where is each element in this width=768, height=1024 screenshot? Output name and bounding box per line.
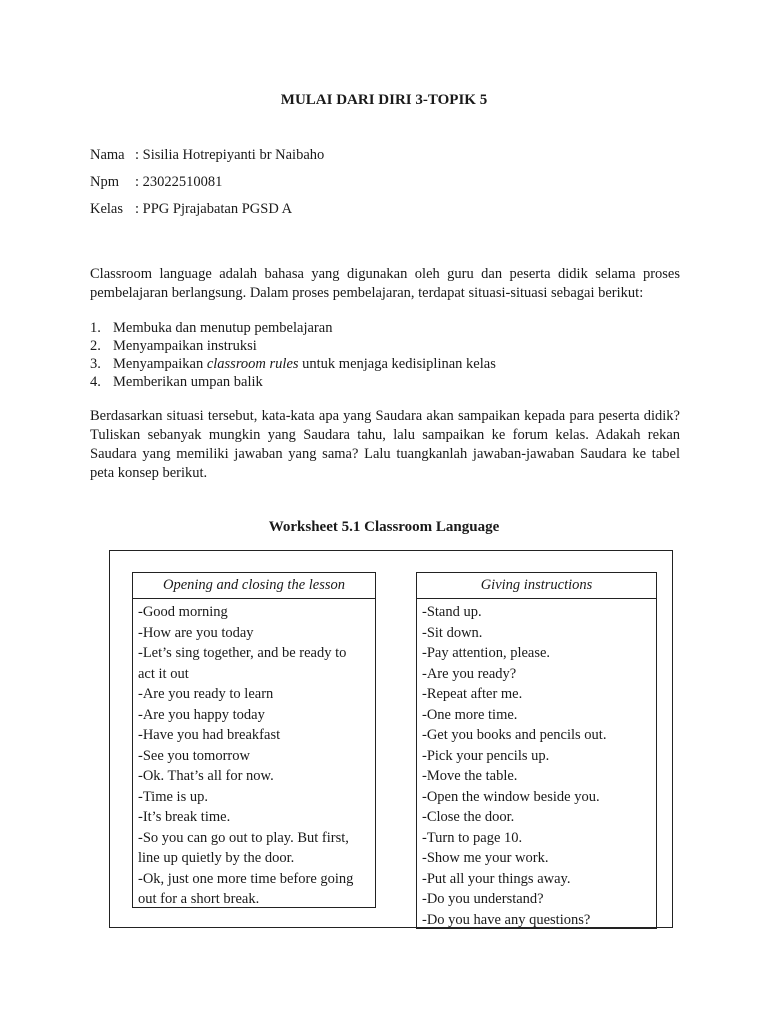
- list-item: -Pay attention, please.: [422, 645, 551, 661]
- list-item: -Have you had breakfast: [138, 727, 281, 743]
- situation-list: [90, 319, 496, 391]
- list-number: 3.: [90, 356, 101, 372]
- info-value: : Sisilia Hotrepiyanti br Naibaho: [135, 147, 325, 163]
- list-item: -Open the window beside you.: [422, 788, 600, 805]
- list-text: Menyampaikan instruksi: [113, 338, 257, 354]
- list-item: -Repeat after me.: [422, 686, 523, 702]
- giving-instructions-box: [416, 572, 657, 929]
- list-item: -Time is up.: [138, 788, 208, 805]
- list-item: -See you tomorrow: [138, 747, 250, 764]
- list-number: 1.: [90, 320, 101, 336]
- info-value: : PPG Pjrajabatan PGSD A: [135, 201, 293, 217]
- list-item: -Stand up.: [422, 604, 482, 620]
- list-item: -Pick your pencils up.: [422, 747, 550, 764]
- list-item: [90, 355, 496, 373]
- list-item: -Move the table.: [422, 768, 518, 784]
- document-title: MULAI DARI DIRI 3-TOPIK 5: [280, 92, 488, 108]
- info-row-nama: [90, 146, 324, 173]
- opening-closing-box: [132, 572, 376, 908]
- student-info: [90, 146, 324, 227]
- list-item: out for a short break.: [138, 891, 260, 907]
- info-row-kelas: [90, 200, 324, 227]
- list-item: -Close the door.: [422, 809, 515, 825]
- list-item: -Put all your things away.: [422, 870, 571, 887]
- info-row-npm: [90, 173, 324, 200]
- list-item: [90, 373, 496, 391]
- list-item: -Sit down.: [422, 624, 483, 641]
- list-item: -Ok, just one more time before going: [138, 870, 354, 887]
- list-text: Menyampaikan classroom rules untuk menjaga kedisiplinan kelas: [113, 356, 496, 372]
- list-item: -Are you ready?: [422, 665, 517, 682]
- list-item: -Ok. That’s all for now.: [138, 768, 274, 784]
- list-item: -Do you have any questions?: [422, 911, 591, 928]
- info-label: Kelas: [90, 201, 124, 217]
- list-item: line up quietly by the door.: [138, 850, 295, 866]
- list-item: -Are you happy today: [138, 706, 265, 723]
- list-item: -How are you today: [138, 624, 254, 641]
- worksheet-title: Worksheet 5.1 Classroom Language: [268, 519, 500, 535]
- list-item: act it out: [138, 665, 189, 682]
- list-item: -One more time.: [422, 706, 518, 723]
- list-item: [90, 319, 496, 337]
- list-item: -It’s break time.: [138, 809, 231, 825]
- list-item: -So you can go out to play. But first,: [138, 829, 349, 846]
- emphasis-text: classroom rules: [206, 356, 299, 372]
- list-item: -Good morning: [138, 604, 228, 620]
- column-heading: Giving instructions: [417, 573, 656, 599]
- list-item: -Are you ready to learn: [138, 686, 274, 702]
- worksheet-frame: [109, 550, 673, 928]
- list-item: [90, 337, 496, 355]
- list-item: -Turn to page 10.: [422, 829, 523, 846]
- intro-paragraph: Classroom language adalah bahasa yang digunakan oleh guru dan peserta didik selama proses pembelajaran berlangsung. Dalam proses pembelajaran, terdapat situasi-situasi sebagai berikut:: [90, 266, 680, 301]
- list-number: 2.: [90, 338, 101, 354]
- info-value: : 23022510081: [135, 174, 223, 190]
- info-label: Npm: [90, 174, 119, 190]
- list-number: 4.: [90, 374, 101, 390]
- column-body: [133, 599, 375, 910]
- list-item: -Do you understand?: [422, 891, 544, 907]
- list-text: Memberikan umpan balik: [113, 374, 263, 390]
- list-text: Membuka dan menutup pembelajaran: [113, 320, 333, 336]
- question-paragraph: Berdasarkan situasi tersebut, kata-kata apa yang Saudara akan sampaikan kepada para peserta didik? Tuliskan sebanyak mungkin yang Saudara tahu, lalu sampaikan ke forum kelas. Adakah rekan Saudara yang memiliki jawaban yang sama? Lalu tuangkanlah jawaban-jawaban Saudara ke tabel peta konsep berikut.: [90, 408, 680, 481]
- column-body: [417, 599, 656, 930]
- column-heading: Opening and closing the lesson: [133, 573, 375, 599]
- list-item: -Get you books and pencils out.: [422, 727, 607, 743]
- info-label: Nama: [90, 147, 125, 163]
- list-item: -Let’s sing together, and be ready to: [138, 645, 347, 661]
- list-item: -Show me your work.: [422, 850, 549, 866]
